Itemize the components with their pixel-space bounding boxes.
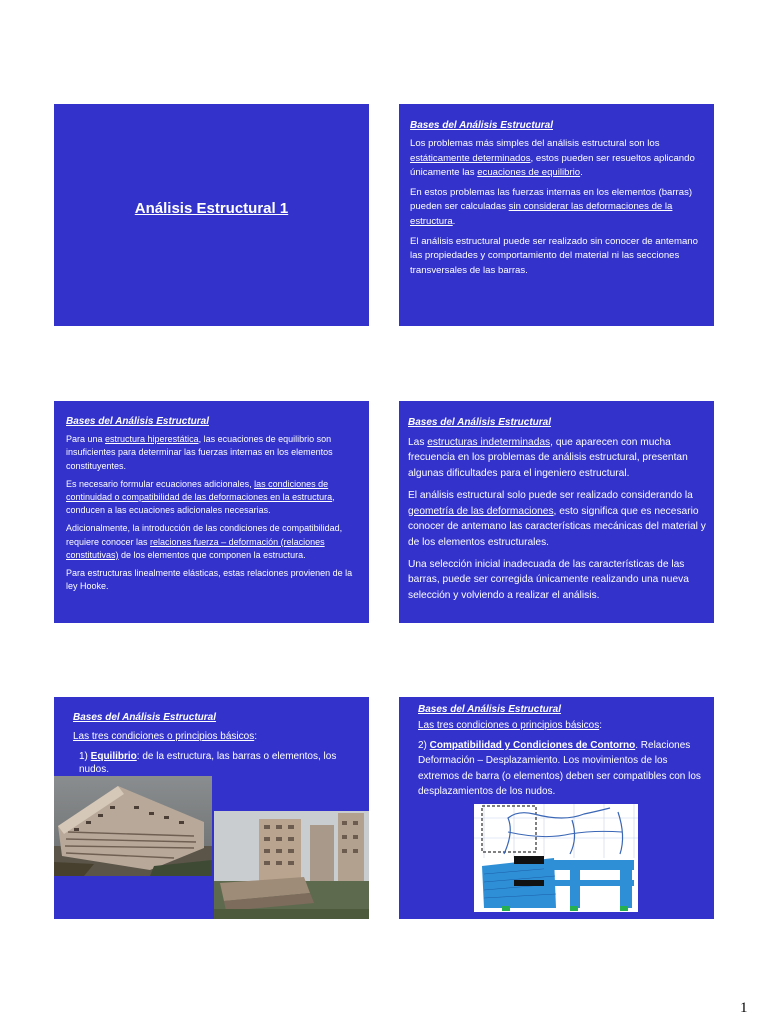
paragraph: Los problemas más simples del análisis estructural son los estáticamente determinados, estos pueden ser resueltos aplicando únicamente las ecuaciones de equilibrio. xyxy=(410,138,695,178)
slide-title xyxy=(54,104,369,326)
slide-header: Bases del Análisis Estructural xyxy=(418,704,562,715)
slide-header: Bases del Análisis Estructural xyxy=(66,416,210,427)
paragraph: El análisis estructural solo puede ser realizado considerando la geometría de las deformaciones, esto significa que es necesario conocer de antemano las características mecánicas del material y de los elementos estructurales. xyxy=(408,489,706,548)
subtitle: Las tres condiciones o principios básicos: xyxy=(418,720,602,732)
presentation-title: Análisis Estructural 1 xyxy=(134,200,289,217)
paragraph: En estos problemas las fuerzas internas en los elementos (barras) pueden ser calculadas sin considerar las deformaciones de la estructura. xyxy=(410,187,693,227)
principle-item: 1) Equilibrio: de la estructura, las barras o elementos, los nudos. xyxy=(79,751,337,775)
slide-header: Bases del Análisis Estructural xyxy=(408,417,552,428)
collapsed-tower-photo xyxy=(214,811,369,919)
slide-bases-3 xyxy=(399,401,714,623)
paragraph: Adicionalmente, la introducción de las condiciones de compatibilidad, requiere conocer las relaciones fuerza – deformación (relaciones constitutivas) de los elementos que componen la estructura. xyxy=(66,523,343,560)
paragraph: El análisis estructural puede ser realizado sin conocer de antemano las propiedades y comportamiento del material ni las secciones transversales de las barras. xyxy=(410,236,698,276)
slide-bases-1 xyxy=(399,104,714,326)
page-number: 1 xyxy=(740,1000,748,1016)
slide-equilibrio xyxy=(54,697,369,919)
paragraph: Las estructuras indeterminadas, que aparecen con mucha frecuencia en los problemas de análisis estructural, presentan algunas dificultades para el ingeniero estructural. xyxy=(408,436,688,480)
slide-bases-2 xyxy=(54,401,369,623)
frame-deformation-diagram xyxy=(474,804,638,912)
principle-item: 2) Compatibilidad y Condiciones de Contorno. Relaciones Deformación – Desplazamiento. Los movimientos de los extremos de barra (o elementos) deben ser compatibles con los desplazamientos de los nudos. xyxy=(418,739,701,798)
slide-compatibilidad xyxy=(399,697,714,919)
slide-header: Bases del Análisis Estructural xyxy=(410,120,554,131)
subtitle: Las tres condiciones o principios básicos: xyxy=(73,731,257,742)
paragraph: Una selección inicial inadecuada de las características de las barras, puede ser corregida únicamente realizando una nueva selección y volviendo a realizar el análisis. xyxy=(408,558,689,602)
paragraph: Para estructuras linealmente elásticas, estas relaciones provienen de la ley Hooke. xyxy=(66,568,353,592)
paragraph: Es necesario formular ecuaciones adicionales, las condiciones de continuidad o compatibilidad de las deformaciones en la estructura, conducen a las ecuaciones adicionales necesarias. xyxy=(66,478,335,516)
slide-header: Bases del Análisis Estructural xyxy=(73,712,217,723)
collapsed-building-photo xyxy=(54,776,212,876)
paragraph: Para una estructura hiperestática, las ecuaciones de equilibrio son insuficientes para determinar las fuerzas internas en los elementos constituyentes. xyxy=(66,434,333,471)
